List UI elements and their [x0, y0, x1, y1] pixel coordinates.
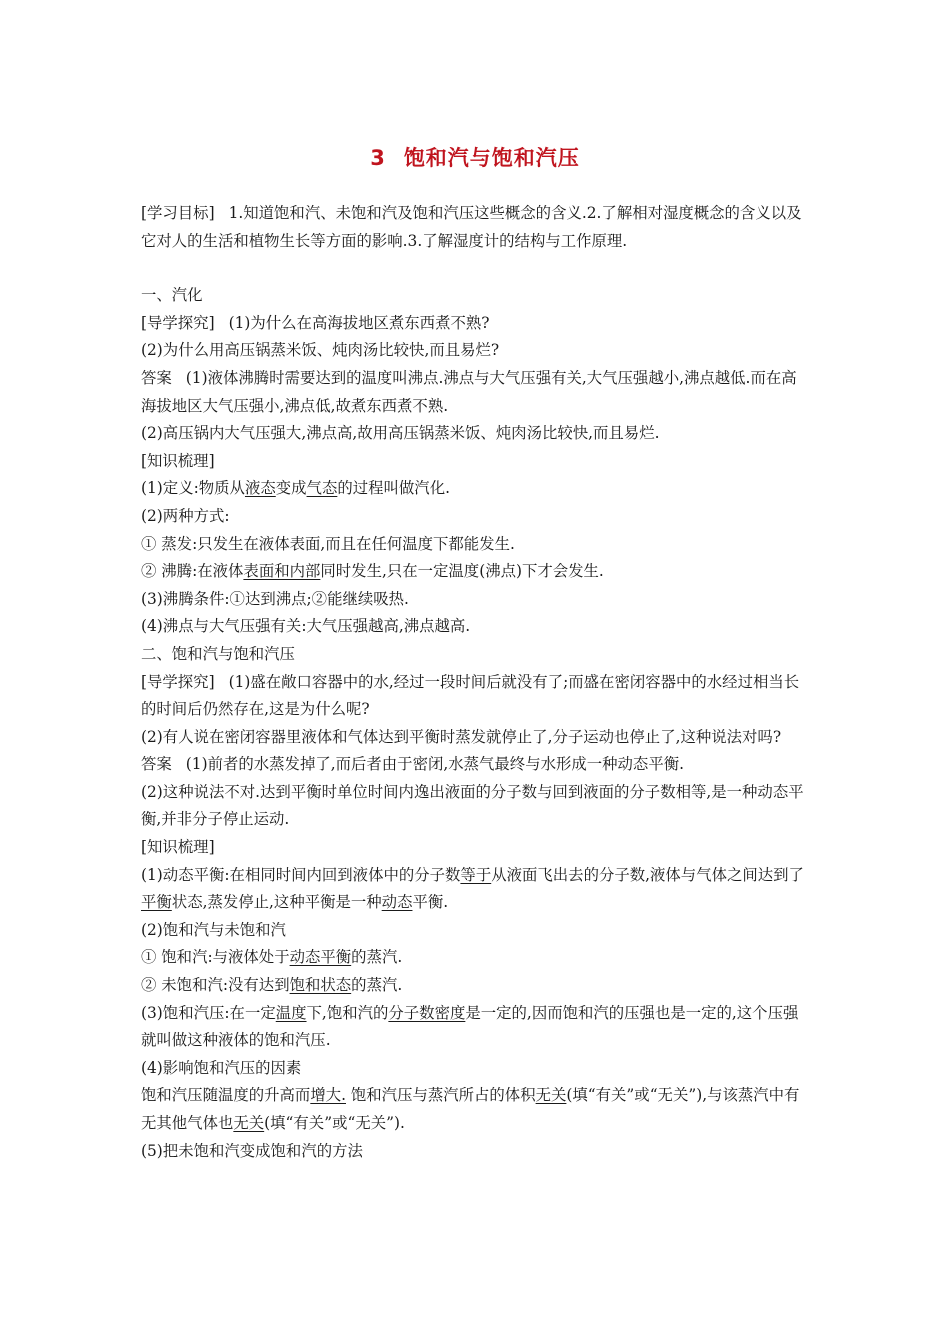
inquiry-label: [导学探究] [141, 672, 215, 691]
blank-answer: 温度 [275, 1003, 307, 1022]
knowledge-item: (3)饱和汽压:在一定温度下,饱和汽的分子数密度是一定的,因而饱和汽的压强也是一定的,这个压强就叫做这种液体的饱和汽压. [141, 1003, 799, 1050]
knowledge-label: [知识梳理] [141, 451, 215, 470]
knowledge-label: [知识梳理] [141, 838, 215, 857]
blank-answer: 表面和内部 [243, 562, 321, 581]
title-text: 饱和汽与饱和汽压 [403, 146, 580, 170]
inquiry-question: (2)为什么用高压锅蒸米饭、炖肉汤比较快,而且易烂? [141, 341, 500, 360]
inquiry-question: [导学探究] (1)为什么在高海拔地区煮东西煮不熟? [141, 313, 490, 332]
blank-answer: 气态 [306, 479, 338, 498]
blank-answer: 分子数密度 [388, 1003, 466, 1022]
answer: 答案 (1)前者的水蒸发掉了,而后者由于密闭,水蒸气最终与水形成一种动态平衡. [141, 755, 684, 774]
answer: 答案 (1)液体沸腾时需要达到的温度叫沸点.沸点与大气压强有关,大气压强越小,沸点越低.而在高海拔地区大气压强小,沸点低,故煮东西煮不熟. [141, 368, 797, 415]
blank-answer: 饱和状态 [289, 976, 352, 995]
objectives-label: [学习目标] [141, 204, 215, 222]
answer-label: 答案 [141, 755, 172, 774]
blank-answer: 等于 [460, 865, 492, 884]
answer-label: 答案 [141, 368, 172, 387]
section-number: 3 [370, 146, 386, 170]
knowledge-item: (2)两种方式: [141, 506, 230, 525]
knowledge-item: 饱和汽压随温度的升高而增大. 饱和汽压与蒸汽所占的体积无关(填“有关”或“无关”),与该蒸汽中有无其他气体也无关(填“有关”或“无关”). [141, 1086, 800, 1132]
knowledge-item: (1)定义:物质从液态变成气态的过程叫做汽化. [141, 479, 450, 498]
knowledge-item: (2)饱和汽与未饱和汽 [141, 920, 286, 939]
section-heading-1: 一、汽化 [141, 286, 203, 305]
blank-answer: 动态平衡 [289, 948, 352, 967]
page-title [0, 142, 950, 172]
blank-answer: 动态 [381, 893, 413, 912]
knowledge-item: (4)沸点与大气压强有关:大气压强越高,沸点越高. [141, 617, 471, 636]
document-body [141, 200, 811, 1165]
blank-answer: 液态 [244, 479, 276, 498]
knowledge-item: (4)影响饱和汽压的因素 [141, 1058, 302, 1077]
knowledge-item: ① 蒸发:只发生在液体表面,而且在任何温度下都能发生. [141, 534, 515, 553]
knowledge-item: ② 未饱和汽:没有达到饱和状态的蒸汽. [141, 976, 403, 995]
blank-answer: 无关 [535, 1086, 567, 1105]
learning-objectives [141, 200, 811, 255]
section-heading-2: 二、饱和汽与饱和汽压 [141, 644, 295, 663]
knowledge-item: ① 饱和汽:与液体处于动态平衡的蒸汽. [141, 948, 403, 967]
inquiry-label: [导学探究] [141, 313, 215, 332]
blank-answer: 无关 [233, 1114, 265, 1132]
knowledge-item: ② 沸腾:在液体表面和内部同时发生,只在一定温度(沸点)下才会发生. [141, 562, 604, 581]
answer: (2)这种说法不对.达到平衡时单位时间内逸出液面的分子数与回到液面的分子数相等,是一种动态平衡,并非分子停止运动. [141, 782, 804, 829]
answer: (2)高压锅内大气压强大,沸点高,故用高压锅蒸米饭、炖肉汤比较快,而且易烂. [141, 424, 660, 443]
objectives-text: 1.知道饱和汽、未饱和汽及饱和汽压这些概念的含义.2.了解相对湿度概念的含义以及它对人的生活和植物生长等方面的影响.3.了解湿度计的结构与工作原理. [141, 204, 802, 250]
blank-answer: 增大. [310, 1086, 346, 1105]
knowledge-item: (3)沸腾条件:①达到沸点;②能继续吸热. [141, 589, 409, 608]
inquiry-question: [导学探究] (1)盛在敞口容器中的水,经过一段时间后就没有了;而盛在密闭容器中的水经过相当长的时间后仍然存在,这是为什么呢? [141, 672, 800, 719]
blank-answer: 平衡 [141, 893, 172, 912]
knowledge-item: (1)动态平衡:在相同时间内回到液体中的分子数等于从液面飞出去的分子数,液体与气体之间达到了平衡状态,蒸发停止,这种平衡是一种动态平衡. [141, 865, 804, 912]
inquiry-question: (2)有人说在密闭容器里液体和气体达到平衡时蒸发就停止了,分子运动也停止了,这种说法对吗? [141, 727, 782, 746]
knowledge-item: (5)把未饱和汽变成饱和汽的方法 [141, 1141, 363, 1160]
